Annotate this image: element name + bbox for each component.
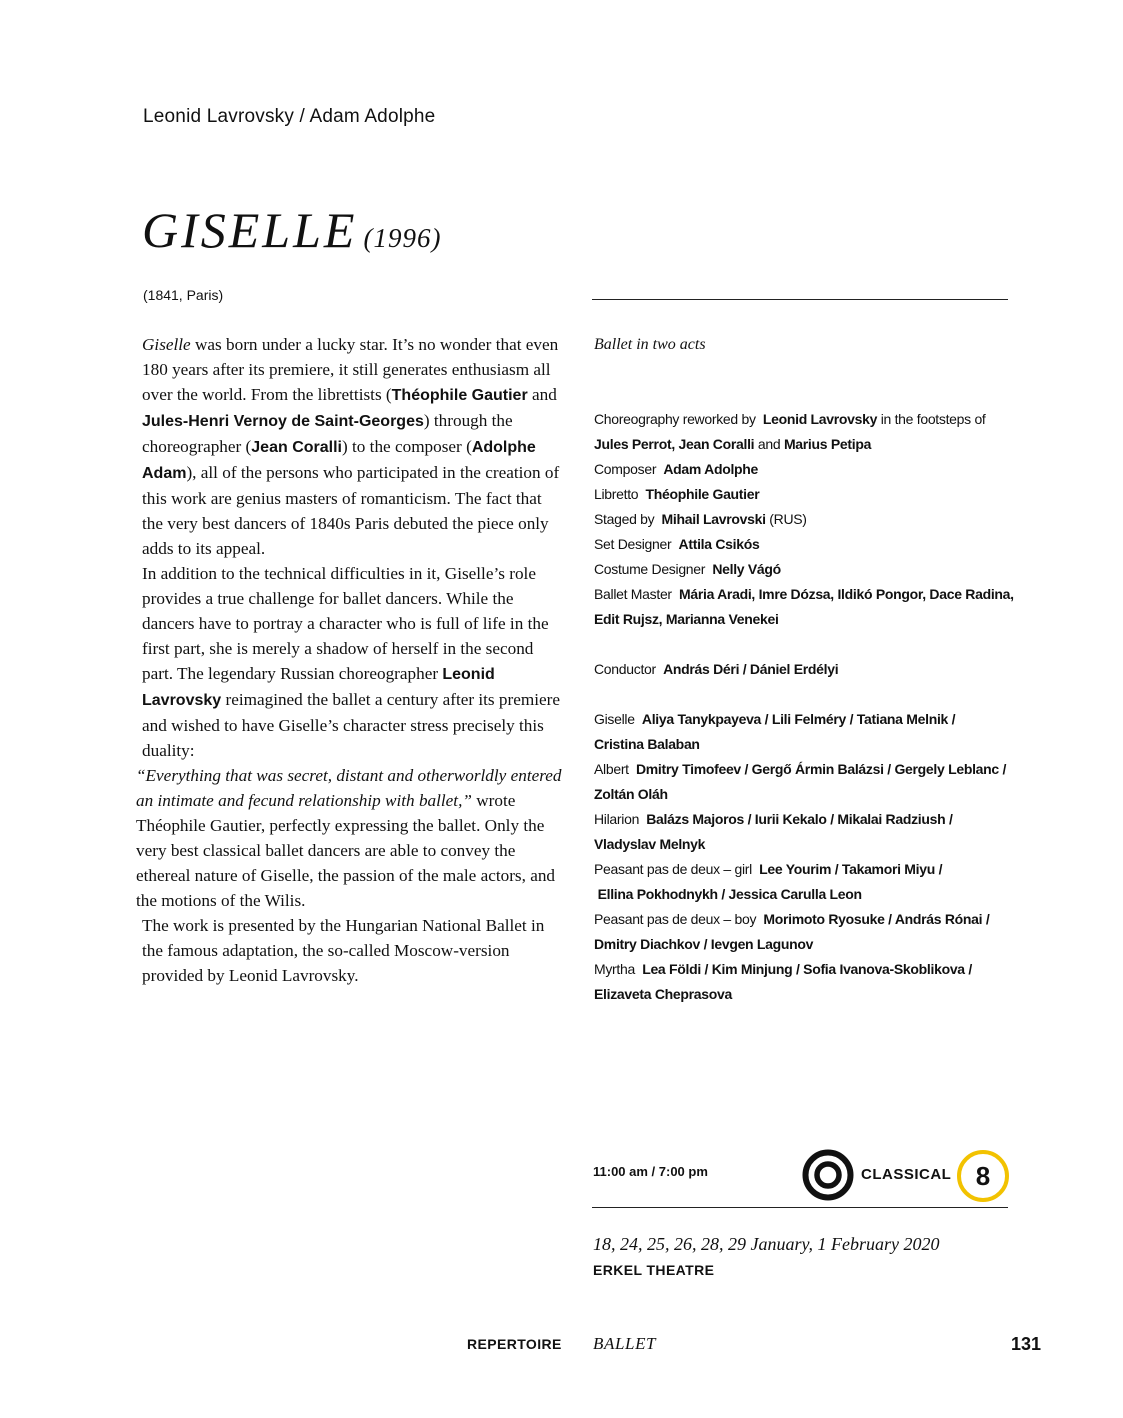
cast-hilarion-cont <box>594 832 1024 857</box>
name-run: Jules-Henri Vernoy de Saint-Georges <box>142 413 424 430</box>
text-run: In addition to the technical difficulties in it, Giselle’s role provides a true challenge for ballet dancers. While the dancers have to portray a character who is full of life in the first part, she is merely a shadow of herself in the second part. The legendary Russian choreographer <box>142 564 549 683</box>
genre-label: Ballet in two acts <box>594 336 706 353</box>
credit-name: Théophile Gautier <box>645 486 760 502</box>
credit-composer <box>594 457 1024 482</box>
cast-names: Balázs Majoros / Iurii Kekalo / Mikalai Radziush / <box>646 811 953 827</box>
bottom-divider <box>592 1207 1008 1208</box>
title-text: GISELLE <box>142 202 358 258</box>
credit-role: Staged by <box>594 511 655 527</box>
credit-role: Composer <box>594 461 657 477</box>
spacer <box>594 632 1024 657</box>
credit-set-designer <box>594 532 1024 557</box>
page-title <box>142 202 442 258</box>
credit-choreography-cont <box>594 432 1024 457</box>
credit-role: in the footsteps of <box>880 411 986 427</box>
credit-role: Conductor <box>594 661 656 677</box>
credit-name: Leonid Lavrovsky <box>762 411 878 427</box>
credit-ballet-master <box>594 582 1024 607</box>
cast-peasant-boy-cont <box>594 932 1024 957</box>
credit-role: (RUS) <box>769 511 807 527</box>
page-number: 131 <box>1011 1334 1042 1354</box>
cast-giselle <box>594 707 1024 732</box>
age-rating-value: 8 <box>975 1160 991 1191</box>
cast-albert <box>594 757 1024 782</box>
showtime: 11:00 am / 7:00 pm <box>593 1164 708 1179</box>
origin-note: (1841, Paris) <box>143 287 224 303</box>
credit-ballet-master-cont <box>594 607 1024 632</box>
top-divider <box>592 299 1008 300</box>
credit-name: Attila Csikós <box>678 536 760 552</box>
name-run: Adolphe Adam <box>142 439 536 482</box>
cast-peasant-girl <box>594 857 1024 882</box>
footer-section: REPERTOIRE <box>467 1336 562 1352</box>
concentric-circles-graphic <box>802 1149 854 1201</box>
credit-staged-by <box>594 507 1024 532</box>
cast-myrtha <box>594 957 1024 982</box>
name-run: Jean Coralli <box>251 439 342 456</box>
cast-albert-cont <box>594 782 1024 807</box>
cast-role: Peasant pas de deux – girl <box>594 861 752 877</box>
cast-myrtha-cont <box>594 982 1024 1007</box>
text-run: Giselle <box>142 335 191 354</box>
cast-names: Aliya Tanykpayeva / Lili Felméry / Tatiana Melnik / <box>641 711 956 727</box>
text-run: wrote Théophile Gautier, perfectly expressing the ballet. Only the very best classical ballet dancers are able to convey the ethereal nature of Giselle, the passion of the male actors, and the motions of the Wilis. <box>136 791 556 910</box>
credit-name: András Déri / Dániel Erdélyi <box>663 661 839 677</box>
cast-names: Dmitry Timofeev / Gergő Ármin Balázsi / Gergely Leblanc / <box>635 761 1007 777</box>
cast-role: Myrtha <box>594 961 635 977</box>
text-run: reimagined the ballet a century after its premiere and wished to have Giselle’s character stress precisely this duality: <box>142 690 560 760</box>
cast-role: Peasant pas de deux – boy <box>594 911 757 927</box>
spacer <box>594 682 1024 707</box>
footer-category: BALLET <box>593 1334 657 1353</box>
cast-names: Ellina Pokhodnykh / Jessica Carulla Leon <box>597 886 862 902</box>
credit-conductor <box>594 657 1024 682</box>
credit-role: Libretto <box>594 486 639 502</box>
cast-names: Morimoto Ryosuke / András Rónai / <box>763 911 990 927</box>
credit-choreography <box>594 407 1024 432</box>
performance-dates: 18, 24, 25, 26, 28, 29 January, 1 February 2020 <box>593 1234 940 1254</box>
concentric-circles-icon <box>802 1149 854 1206</box>
credit-name: Mária Aradi, Imre Dózsa, Ildikó Pongor, Dace Radina, <box>678 586 1014 602</box>
credit-name: Nelly Vágó <box>712 561 781 577</box>
cast-names: Dmitry Diachkov / Ievgen Lagunov <box>594 936 814 952</box>
credits-block <box>594 332 1024 1007</box>
cast-giselle-cont <box>594 732 1024 757</box>
description-paragraph-4: The work is presented by the Hungarian National Ballet in the famous adaptation, the so-called Moscow-version provided by Leonid Lavrovsky. <box>142 916 545 985</box>
text-run: ) through the choreographer ( <box>142 411 513 456</box>
cast-role: Albert <box>594 761 629 777</box>
description-quote <box>136 763 562 913</box>
title-year: (1996) <box>363 223 442 253</box>
credit-name: Edit Rujsz, Marianna Venekei <box>594 611 779 627</box>
cast-names: Cristina Balaban <box>594 736 700 752</box>
quote-run: “Everything that was secret, distant and otherworldly entered an intimate and fecund relationship with ballet,” <box>136 766 562 810</box>
text-run: ) to the composer ( <box>341 437 472 456</box>
cast-peasant-boy <box>594 907 1024 932</box>
credit-role: Ballet Master <box>594 586 672 602</box>
cast-role: Giselle <box>594 711 635 727</box>
text-run: ), all of the persons who participated in the creation of this work are genius masters of romanticism. The fact that the very best dancers of 1840s Paris debuted the piece only adds to its appeal. <box>142 463 560 558</box>
description-paragraph-2 <box>142 561 562 763</box>
credit-name: Mihail Lavrovski <box>661 511 766 527</box>
credit-role: Costume Designer <box>594 561 706 577</box>
name-run: Leonid Lavrovsky <box>142 666 495 709</box>
cast-role: Hilarion <box>594 811 640 827</box>
credit-costume-designer <box>594 557 1024 582</box>
cast-names: Lea Földi / Kim Minjung / Sofia Ivanova-Skoblikova / <box>642 961 972 977</box>
cast-peasant-girl-cont <box>594 882 1024 907</box>
cast-names: Lee Yourim / Takamori Miyu / <box>759 861 943 877</box>
credit-role: Set Designer <box>594 536 672 552</box>
authors-line: Leonid Lavrovsky / Adam Adolphe <box>143 106 436 127</box>
text-run: was born under a lucky star. It’s no wonder that even 180 years after its premiere, it still generates enthusiasm all over the world. From the librettists ( <box>142 335 559 404</box>
credit-name: Adam Adolphe <box>663 461 759 477</box>
age-rating-badge <box>957 1150 1009 1202</box>
description-paragraph-1 <box>142 332 562 561</box>
description-body <box>136 332 562 988</box>
credit-name: Jules Perrot, Jean Coralli <box>594 436 755 452</box>
text-run: and <box>527 385 557 404</box>
cast-names: Zoltán Oláh <box>594 786 668 802</box>
cast-names: Vladyslav Melnyk <box>594 836 706 852</box>
credit-name: Marius Petipa <box>783 436 872 452</box>
credit-role: Choreography reworked by <box>594 411 756 427</box>
venue: ERKEL THEATRE <box>593 1262 715 1278</box>
credit-libretto <box>594 482 1024 507</box>
credit-role: and <box>757 436 781 452</box>
name-run: Théophile Gautier <box>391 387 528 404</box>
cast-hilarion <box>594 807 1024 832</box>
cast-names: Elizaveta Cheprasova <box>594 986 732 1002</box>
category-label: CLASSICAL <box>861 1166 952 1183</box>
